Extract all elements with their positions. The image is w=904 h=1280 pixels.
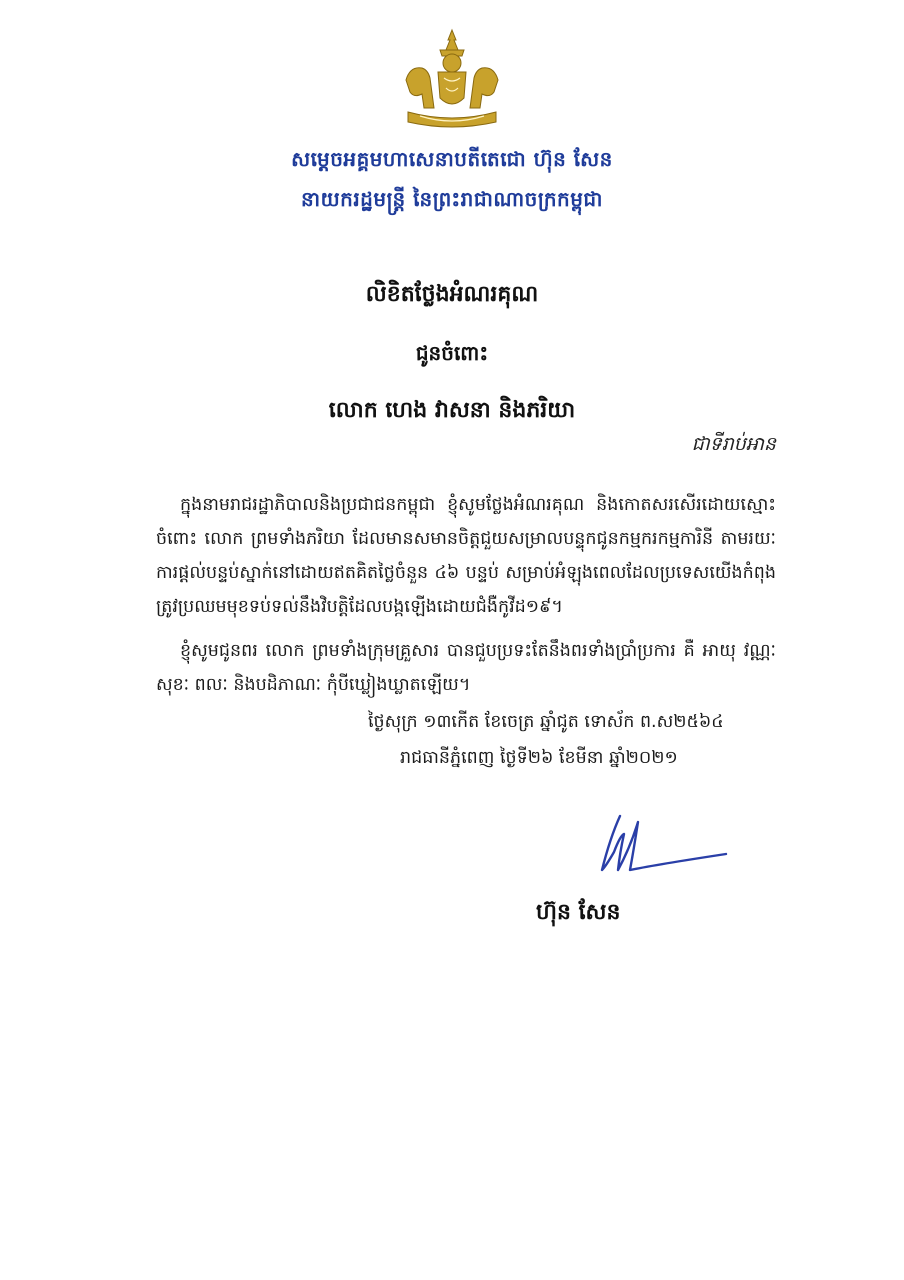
org-title-line1: សម្តេចអគ្គមហាសេនាបតីតេជោ ហ៊ុន សែន (291, 147, 613, 171)
royal-coat-of-arms-icon (400, 28, 504, 132)
paragraph-2-text: ខ្ញុំសូមជូនពរ លោក ព្រមទាំងក្រុមគ្រួសារ បានជួបប្រទះតែនឹងពរទាំងប្រាំប្រការ គឺ អាយុ វណ្ណៈ សុខៈ ពលៈ និងបដិភាណៈ កុំបីឃ្លៀងឃ្លាតឡើយ។ (156, 641, 776, 695)
handwritten-signature-icon (590, 808, 730, 883)
org-title-line2: នាយករដ្ឋមន្ត្រី នៃព្រះរាជាណាចក្រកម្ពុជា (301, 187, 603, 211)
paragraph-1-text: ក្នុងនាមរាជរដ្ឋាភិបាលនិងប្រជាជនកម្ពុជា ខ្ញុំសូមថ្លែងអំណរគុណ និងកោតសរសើរដោយស្មោះចំពោះ លោក ព្រមទាំងភរិយា ដែលមានសមានចិត្តជួយសម្រាលបន្ទុកជូនកម្មករកម្មការិនី តាមរយៈការផ្តល់បន្ទប់ស្នាក់នៅដោយឥតគិតថ្លៃចំនួន ៤៦ បន្ទប់ សម្រាប់អំឡុងពេលដែលប្រទេសយើងកំពុងត្រូវប្រឈមមុខទប់ទល់នឹងវិបត្តិដែលបង្កឡើងដោយជំងឺកូវីដ១៩។ (156, 495, 776, 617)
recipient-name: លោក ហេង វាសនា និងភរិយា (328, 398, 576, 423)
body-paragraph-2 (156, 634, 776, 702)
date-lunar: ថ្ងៃសុក្រ ១៣កើត ខែចេត្រ ឆ្នាំជូត ទោស័ក ព.ស២៥៦៤ (368, 712, 724, 732)
signer-name: ហ៊ុន សែន (536, 900, 621, 925)
body-paragraph-1 (156, 488, 776, 624)
addressee-label: ជូនចំពោះ (415, 341, 489, 365)
honorific-note: ជាទីរាប់អាន (691, 433, 776, 455)
letter-title: លិខិតថ្លែងអំណរគុណ (365, 282, 539, 307)
date-solar: រាជធានីភ្នំពេញ ថ្ងៃទី២៦ ខែមីនា ឆ្នាំ២០២១ (400, 748, 678, 768)
